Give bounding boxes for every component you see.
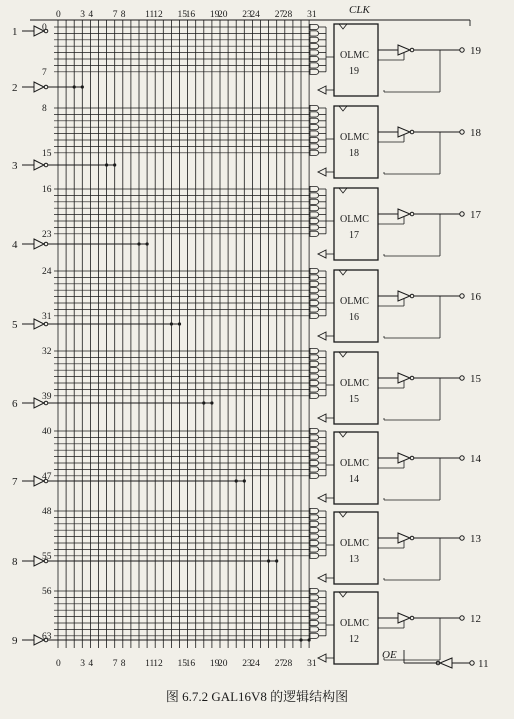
output-pin-circle	[470, 661, 474, 665]
and-gate-icon	[310, 186, 319, 191]
row-number-first: 8	[42, 104, 47, 114]
output-pin-number: 18	[470, 127, 481, 139]
and-gate-icon	[310, 515, 319, 520]
feedback-buffer-icon	[318, 332, 326, 340]
clock-input-icon	[339, 352, 347, 357]
row-number-first: 48	[42, 507, 52, 517]
and-gate-icon	[310, 588, 319, 593]
column-number-bottom: 31	[307, 659, 317, 669]
clock-input-icon	[339, 512, 347, 517]
olmc-label: OLMC	[340, 458, 369, 469]
and-gate-icon	[310, 553, 319, 558]
column-number-top: 0	[56, 10, 61, 20]
output-pin-number: 12	[470, 613, 481, 625]
connection-dot	[275, 559, 278, 562]
and-gate-icon	[310, 24, 319, 29]
oe-pin-number: 11	[478, 658, 489, 670]
and-gate-icon	[310, 361, 319, 366]
and-array-grid	[54, 20, 310, 648]
feedback-buffer-icon	[318, 654, 326, 662]
row-number-last: 7	[42, 67, 47, 78]
and-gate-icon	[310, 387, 319, 392]
input-pin-number: 5	[12, 319, 18, 331]
row-number-first: 0	[42, 23, 47, 33]
connection-dot	[146, 242, 149, 245]
row-number-first: 56	[42, 587, 52, 597]
and-gate-icon	[310, 460, 319, 465]
row-number-first: 40	[42, 427, 52, 437]
clock-input-icon	[339, 188, 347, 193]
and-gate-icon	[310, 528, 319, 533]
output-pin-circle	[460, 536, 464, 540]
column-number-top: 4	[88, 10, 94, 20]
column-number-bottom: 15	[177, 659, 187, 669]
column-number-top: 12	[153, 10, 163, 20]
output-pin-number: 17	[470, 209, 481, 221]
column-number-bottom: 11	[145, 659, 155, 669]
oe-label: OE	[382, 649, 397, 661]
column-number-bottom: 28	[282, 659, 293, 669]
input-pin-number: 2	[12, 82, 18, 94]
and-gate-icon	[310, 125, 319, 130]
and-gate-icon	[310, 281, 319, 286]
and-gate-icon	[310, 435, 319, 440]
row-number-last: 15	[42, 148, 52, 159]
and-gate-icon	[310, 454, 319, 459]
connection-dot	[178, 322, 181, 325]
output-pin-number: 14	[470, 453, 481, 465]
and-gate-icon	[310, 355, 319, 360]
connection-dot	[299, 638, 302, 641]
and-gate-icon	[310, 441, 319, 446]
and-gate-icon	[310, 225, 319, 230]
and-gate-icon	[310, 118, 319, 123]
column-number-bottom: 27	[274, 659, 285, 669]
clk-label: CLK	[349, 4, 370, 16]
and-gate-icon	[310, 448, 319, 453]
feedback-buffer-icon	[318, 494, 326, 502]
output-pin-circle	[460, 616, 464, 620]
column-number-bottom: 7	[112, 659, 118, 669]
output-pin-number: 13	[470, 533, 481, 545]
connection-dot	[105, 163, 108, 166]
and-gate-icon	[310, 199, 319, 204]
clock-input-icon	[339, 106, 347, 111]
output-pin-circle	[460, 48, 464, 52]
and-gate-icon	[310, 595, 319, 600]
and-gate-icon	[310, 348, 319, 353]
input-pin-number: 8	[12, 556, 18, 568]
connection-dot	[243, 479, 246, 482]
and-gate-icon	[310, 193, 319, 198]
and-gate-icon	[310, 150, 319, 155]
oe-buffer-icon	[440, 658, 452, 668]
and-gate-icon	[310, 31, 319, 36]
olmc-label: OLMC	[340, 132, 369, 143]
connection-dot	[202, 401, 205, 404]
and-gate-icon	[310, 206, 319, 211]
and-gate-icon	[310, 56, 319, 61]
row-number-first: 24	[42, 267, 52, 277]
and-gate-icon	[310, 112, 319, 117]
olmc-number: 15	[349, 394, 359, 405]
output-pin-circle	[460, 212, 464, 216]
and-gate-icon	[310, 288, 319, 293]
olmc-number: 18	[349, 148, 359, 159]
input-pin-number: 7	[12, 476, 18, 488]
and-gate-icon	[310, 137, 319, 142]
column-number-bottom: 12	[153, 659, 163, 669]
feedback-buffer-icon	[318, 250, 326, 258]
olmc-number: 19	[349, 66, 359, 77]
column-number-top: 3	[80, 10, 86, 20]
clock-input-icon	[339, 432, 347, 437]
olmc-number: 12	[349, 634, 359, 645]
and-gate-icon	[310, 614, 319, 619]
feedback-buffer-icon	[318, 168, 326, 176]
row-number-last: 47	[42, 471, 52, 482]
connection-dot	[210, 401, 213, 404]
row-number-last: 55	[42, 551, 52, 562]
and-gate-icon	[310, 44, 319, 49]
feedback-buffer-icon	[318, 86, 326, 94]
row-number-first: 16	[42, 185, 52, 195]
and-gate-icon	[310, 627, 319, 632]
connection-dot	[235, 479, 238, 482]
connection-dot	[267, 559, 270, 562]
and-gate-icon	[310, 294, 319, 299]
clock-input-icon	[339, 592, 347, 597]
input-pin-number: 6	[12, 398, 18, 410]
and-gate-icon	[310, 37, 319, 42]
column-number-top: 31	[307, 10, 317, 20]
row-number-last: 39	[42, 391, 52, 402]
column-number-bottom: 16	[185, 659, 196, 669]
and-gate-icon	[310, 212, 319, 217]
and-gate-icon	[310, 393, 319, 398]
connection-dot	[308, 638, 311, 641]
column-number-bottom: 19	[209, 659, 220, 669]
column-number-top: 7	[112, 10, 118, 20]
connection-dot	[81, 85, 84, 88]
column-number-top: 20	[218, 10, 228, 20]
olmc-number: 13	[349, 554, 359, 565]
clock-input-icon	[339, 270, 347, 275]
row-number-last: 31	[42, 311, 52, 322]
and-gate-icon	[310, 307, 319, 312]
and-gate-icon	[310, 105, 319, 110]
olmc-number: 14	[349, 474, 359, 485]
column-number-top: 24	[250, 10, 260, 20]
clock-input-icon	[339, 24, 347, 29]
column-number-bottom: 0	[56, 659, 61, 669]
and-gate-icon	[310, 620, 319, 625]
column-number-bottom: 23	[242, 659, 252, 669]
column-number-top: 16	[185, 10, 196, 20]
column-number-top: 27	[274, 10, 285, 20]
row-number-first: 32	[42, 347, 52, 357]
and-gate-icon	[310, 218, 319, 223]
output-pin-circle	[460, 130, 464, 134]
column-number-top: 19	[209, 10, 220, 20]
and-gate-icon	[310, 368, 319, 373]
and-gate-icon	[310, 300, 319, 305]
input-pin-number: 4	[12, 239, 18, 251]
and-gate-icon	[310, 374, 319, 379]
feedback-buffer-icon	[318, 414, 326, 422]
and-gate-icon	[310, 521, 319, 526]
input-pin-number: 3	[12, 160, 18, 172]
and-gate-icon	[310, 380, 319, 385]
row-number-last: 23	[42, 229, 52, 240]
and-gate-icon	[310, 547, 319, 552]
input-buffer-icon	[34, 160, 44, 170]
and-gate-icon	[310, 601, 319, 606]
input-buffer-icon	[34, 239, 44, 249]
and-gate-icon	[310, 467, 319, 472]
olmc-number: 16	[349, 312, 359, 323]
output-pin-number: 16	[470, 291, 481, 303]
olmc-label: OLMC	[340, 214, 369, 225]
connection-dot	[170, 322, 173, 325]
and-gate-icon	[310, 508, 319, 513]
and-gate-icon	[310, 473, 319, 478]
column-number-bottom: 20	[218, 659, 228, 669]
input-pin-number: 9	[12, 635, 18, 647]
column-number-top: 15	[177, 10, 187, 20]
and-gate-icon	[310, 428, 319, 433]
column-number-bottom: 24	[250, 659, 260, 669]
input-buffer-icon	[34, 82, 44, 92]
connection-dot	[137, 242, 140, 245]
column-number-top: 23	[242, 10, 252, 20]
olmc-label: OLMC	[340, 538, 369, 549]
column-number-bottom: 4	[88, 659, 94, 669]
olmc-label: OLMC	[340, 296, 369, 307]
row-number-last: 63	[42, 631, 52, 642]
olmc-number: 17	[349, 230, 359, 241]
olmc-label: OLMC	[340, 50, 369, 61]
column-number-top: 28	[282, 10, 293, 20]
feedback-buffer-icon	[318, 574, 326, 582]
input-pin-number: 1	[12, 26, 18, 38]
output-pin-circle	[460, 294, 464, 298]
figure-caption: 图 6.7.2 GAL16V8 的逻辑结构图	[165, 689, 349, 704]
and-gate-icon	[310, 63, 319, 68]
output-pin-circle	[460, 456, 464, 460]
and-gate-icon	[310, 608, 319, 613]
and-gate-icon	[310, 633, 319, 638]
and-gate-icon	[310, 131, 319, 136]
column-number-bottom: 8	[120, 659, 126, 669]
olmc-label: OLMC	[340, 378, 369, 389]
and-gate-icon	[310, 275, 319, 280]
and-gate-icon	[310, 268, 319, 273]
column-number-top: 11	[145, 10, 155, 20]
and-gate-icon	[310, 540, 319, 545]
and-gate-icon	[310, 50, 319, 55]
and-gate-icon	[310, 144, 319, 149]
output-pin-number: 15	[470, 373, 481, 385]
and-gate-icon	[310, 313, 319, 318]
and-gate-icon	[310, 534, 319, 539]
connection-dot	[73, 85, 76, 88]
connection-dot	[113, 163, 116, 166]
column-number-top: 8	[120, 10, 126, 20]
column-number-bottom: 3	[80, 659, 86, 669]
output-pin-number: 19	[470, 45, 481, 57]
and-gate-icon	[310, 69, 319, 74]
olmc-label: OLMC	[340, 618, 369, 629]
output-pin-circle	[460, 376, 464, 380]
and-gate-icon	[310, 231, 319, 236]
